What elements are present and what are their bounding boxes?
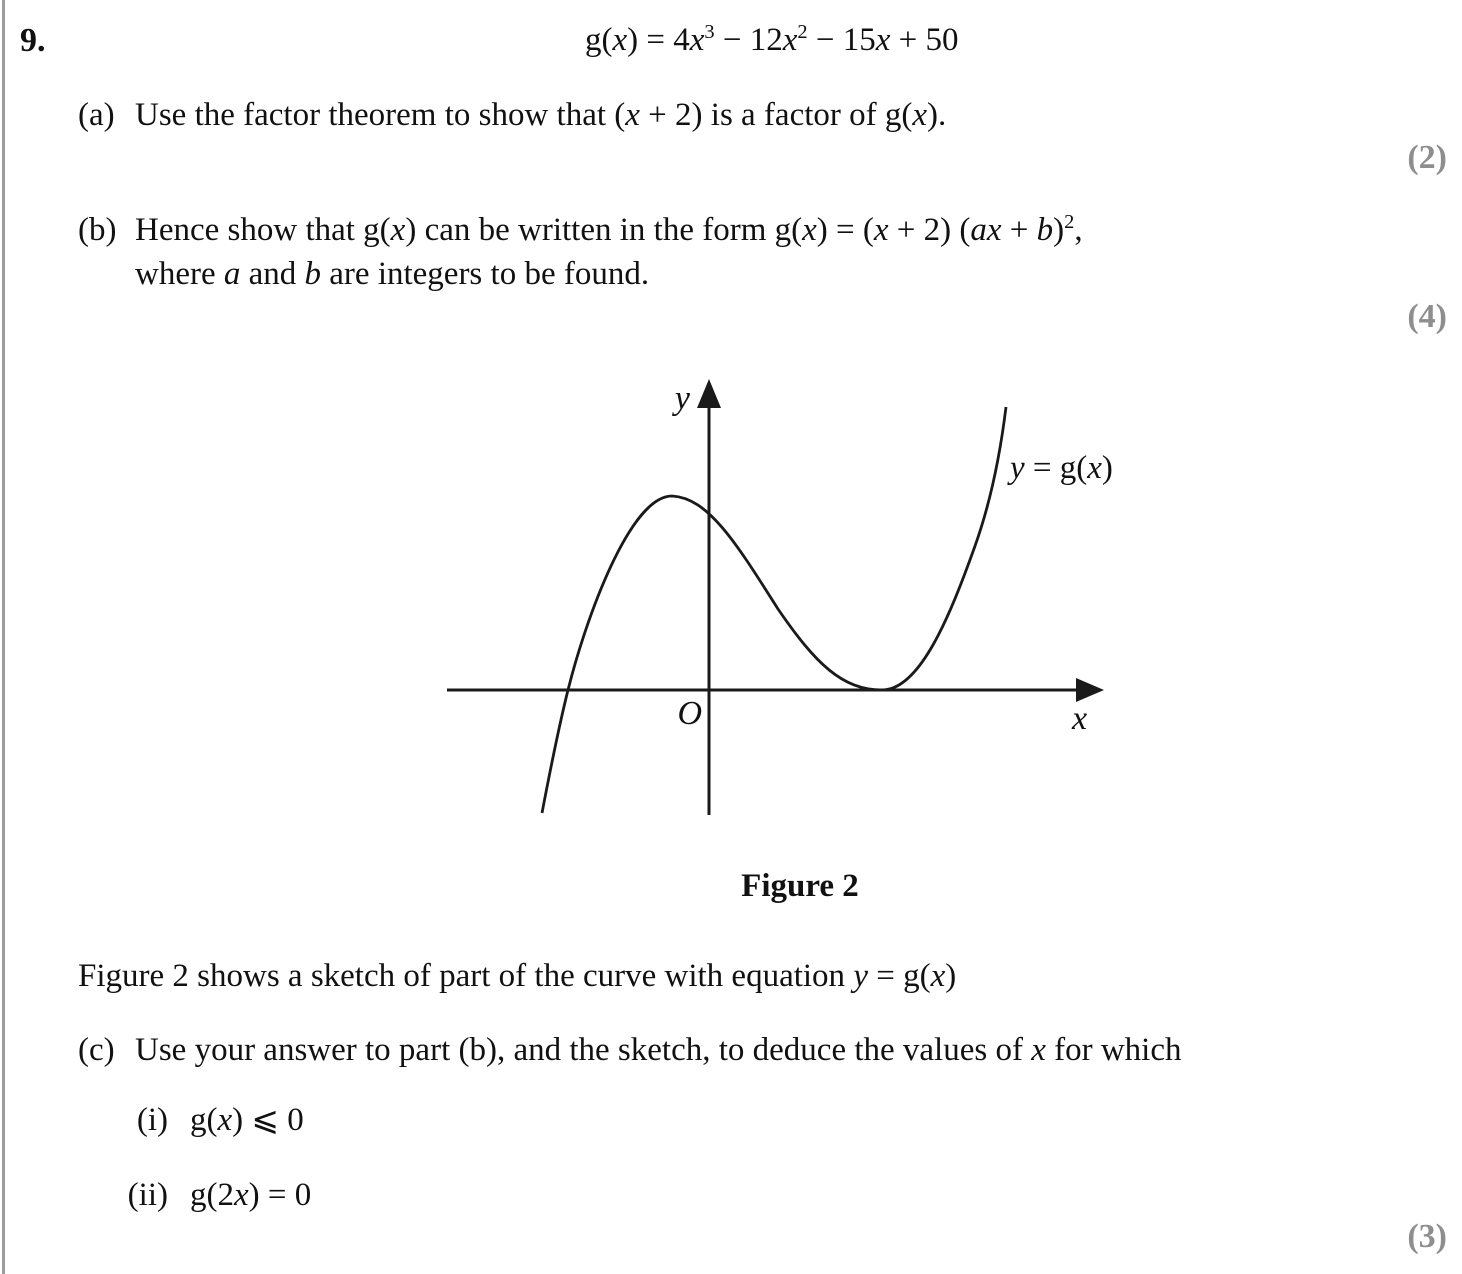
- part-a-text: Use the factor theorem to show that (x + 2) is a factor of g(x).: [135, 97, 947, 133]
- part-c-label: (c): [78, 1032, 115, 1068]
- part-a-label: (a): [78, 97, 115, 133]
- cubic-curve: [542, 407, 1006, 813]
- origin-label: O: [677, 695, 702, 732]
- figure-2-sketch: [440, 376, 1120, 822]
- part-a-line: [78, 95, 946, 135]
- y-axis-label: y: [674, 380, 690, 417]
- question-number: 9.: [20, 22, 46, 59]
- part-c-marks-badge: (3): [1407, 1218, 1447, 1255]
- curve-equation-label: y = g(x): [1010, 450, 1113, 486]
- item-ii-label: (ii): [127, 1177, 168, 1213]
- part-b-label: (b): [78, 212, 117, 248]
- figure-2-plot-svg: [440, 376, 1120, 822]
- item-i-expression: g(x) ⩽ 0: [190, 1102, 304, 1138]
- part-b-marks-badge: (4): [1407, 298, 1447, 335]
- part-c-text: Use your answer to part (b), and the sketch, to deduce the values of x for which: [135, 1032, 1182, 1068]
- figure-description: Figure 2 shows a sketch of part of the curve with equation y = g(x): [78, 958, 957, 994]
- item-ii-expression: g(2x) = 0: [190, 1177, 312, 1213]
- part-a-marks-badge: (2): [1407, 139, 1447, 176]
- figure-caption: Figure 2: [741, 868, 859, 904]
- x-axis-label: x: [1072, 700, 1088, 737]
- part-c-line: [78, 1030, 1182, 1070]
- part-b-text-line-2: where a and b are integers to be found.: [135, 256, 650, 292]
- part-b-text-line-1: Hence show that g(x) can be written in the form g(x) = (x + 2) (ax + b)$^2$,: [135, 211, 1083, 248]
- item-i-label: (i): [136, 1102, 168, 1138]
- page-margin-rule: [2, 0, 5, 1274]
- function-equation: $g(x) = 4x^3 - 12x^2 - 15x + 50$: [585, 21, 959, 58]
- part-b-line-1: [78, 210, 1083, 250]
- y-axis-arrowhead-icon: [697, 379, 721, 408]
